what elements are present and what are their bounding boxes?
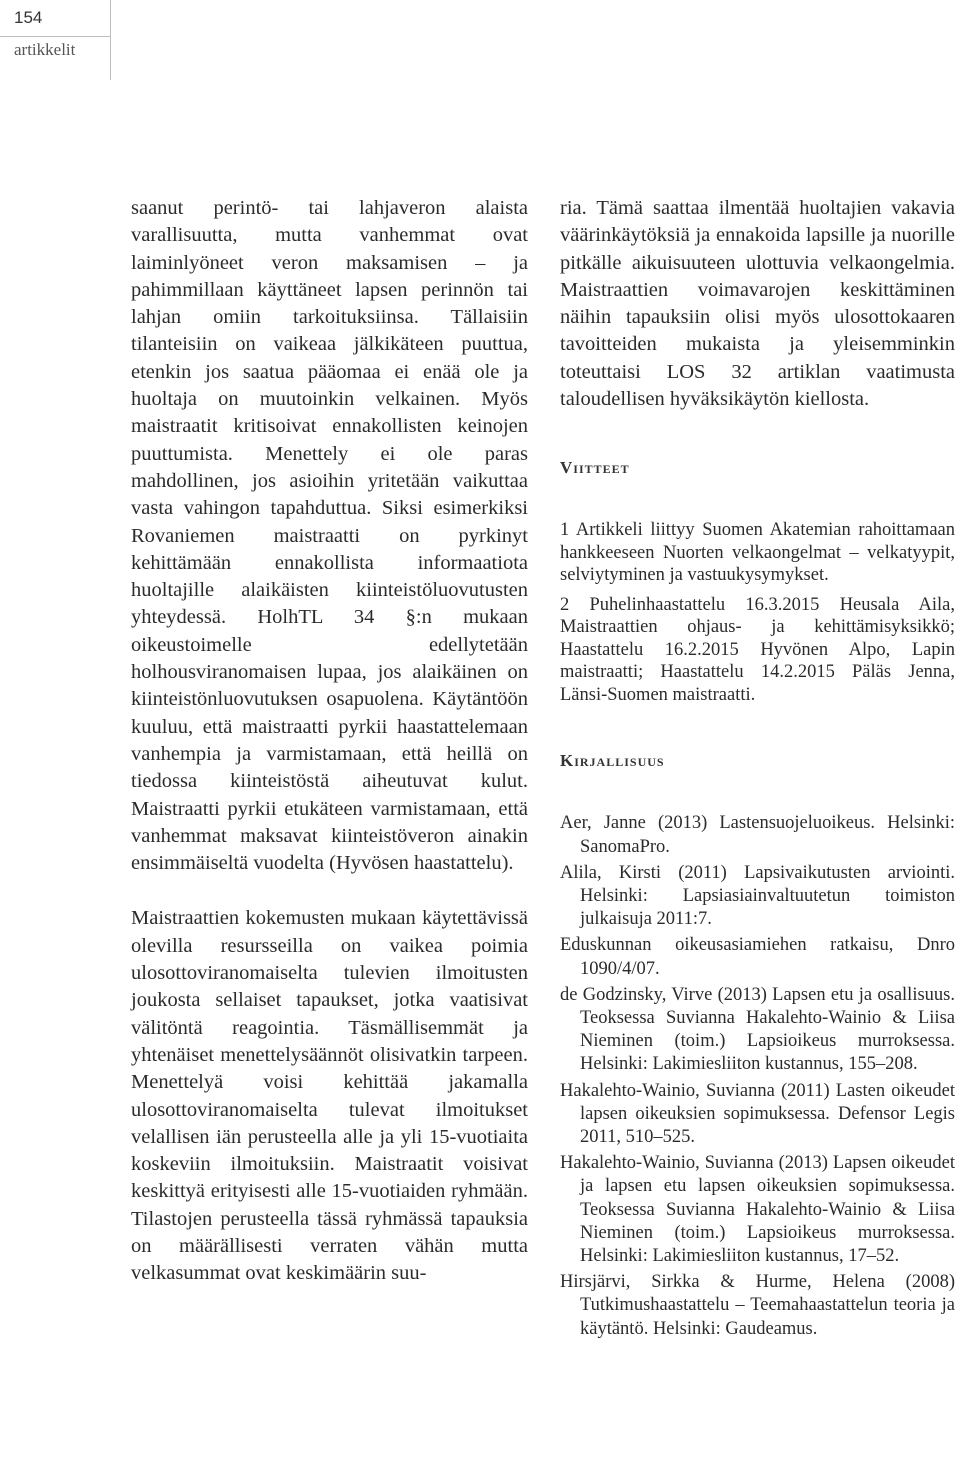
body-paragraph: saanut perintö- tai lahjaveron alaista varallisuutta, mutta vanhemmat ovat laiminlyöneet veron maksamisen – ja pahimmillaan käyttäneet lapsen perinnön tai lahjan omiin tarkoituksiinsa. Tällaisiin tilanteisiin on vaikeaa jälkikäteen puuttua, etenkin jos saatua pääomaa ei enää ole ja huoltaja on muutoinkin velkainen. Myös maistraatit kritisoivat ennakollisten keinojen puuttumista. Menettely ei ole paras mahdollinen, jos asioihin yritetään vaikuttaa vasta vahingon tapahduttua. Siksi esimerkiksi Rovaniemen maistraatti on pyrkinyt kehittämään ennakollista informaatiota huoltajille alaikäisten kiinteistöluovutusten yhteydessä. HolhTL 34 §:n mukaan oikeustoimelle edellytetään holhousviranomaisen lupaa, jos alaikäinen on kiinteistönluovutuksen osapuolena. Käytäntöön kuuluu, että maistraatti pyrkii haastattelemaan vanhempia ja varmistamaan, että heillä on tiedossa kiinteistöstä aiheutuvat kulut. Maistraatti pyrkii etukäteen varmistamaan, että vanhemmat maksavat kiinteistöveron ainakin ensimmäiseltä vuodelta (Hyvösen haastattelu). [131,197,528,875]
left-column [131,195,528,1288]
reference-item: Hirsjärvi, Sirkka & Hurme, Helena (2008) Tutkimushaastattelu – Teemahaastattelun teoria ja käytäntö. Helsinki: Gaudeamus. [560,1272,955,1339]
reference-item: de Godzinsky, Virve (2013) Lapsen etu ja osallisuus. Teoksessa Suvianna Hakalehto-Wainio & Liisa Nieminen (toim.) Lapsioikeus murroksessa. Helsinki: Lakimiesliiton kustannus, 155–208. [560,984,955,1075]
reference-item: Aer, Janne (2013) Lastensuojeluoikeus. Helsinki: SanomaPro. [560,813,955,857]
reference-item: Hakalehto-Wainio, Suvianna (2011) Lasten oikeudet lapsen oikeuksien sopimuksessa. Defensor Legis 2011, 510–525. [560,1080,955,1148]
header-block [0,0,111,80]
references-list [560,812,955,1340]
reference-item: Eduskunnan oikeusasiamiehen ratkaisu, Dnro 1090/4/07. [560,935,955,979]
right-column [560,195,955,1344]
references-heading: Kirjallisuus [560,751,665,771]
page-number: 154 [14,8,43,27]
header-rule [0,36,110,37]
body-paragraph: Maistraattien kokemusten mukaan käytettävissä olevilla resursseilla on vaikea poimia ulosottoviranomaiselta tulevien ilmoitusten joukosta sellaiset tapaukset, jotka vaatisivat välitöntä reagointia. Täsmällisemmät ja yhtenäiset menettelysäännöt olisivatkin tarpeen. Menettelyä voisi kehittää jakamalla ulosottoviranomaiselta tulevat ilmoitukset velallisen iän perusteella alle ja yli 15-vuotiaita koskeviin ilmoituksiin. Maistraatit voisivat keskittyä erityisesti alle 15-vuotiaiden ryhmään. Tilastojen perusteella tässä ryhmässä tapauksia on määrällisesti verraten vähän mutta velkasummat ovat keskimäärin suu- [131,907,528,1285]
note-item: 1 Artikkeli liittyy Suomen Akatemian rahoittamaan hankkeeseen Nuorten velkaongelmat – velkatyypit, selviytyminen ja vastuukysymykset. [560,520,955,586]
notes-heading: Viitteet [560,458,630,478]
reference-item: Hakalehto-Wainio, Suvianna (2013) Lapsen oikeudet ja lapsen etu lapsen oikeuksien sopimuksessa. Teoksessa Suvianna Hakalehto-Wainio & Liisa Nieminen (toim.) Lapsioikeus murroksessa. Helsinki: Lakimiesliiton kustannus, 17–52. [560,1153,955,1267]
note-item: 2 Puhelinhaastattelu 16.3.2015 Heusala Aila, Maistraattien ohjaus- ja kehittämisyksikkö; Haastattelu 16.2.2015 Hyvönen Alpo, Lapin maistraatti; Haastattelu 14.2.2015 Päläs Jenna, Länsi-Suomen maistraatti. [560,594,955,705]
reference-item: Alila, Kirsti (2011) Lapsivaikutusten arviointi. Helsinki: Lapsiasiainvaltuutetun toimiston julkaisuja 2011:7. [560,862,955,930]
running-head: artikkelit [14,40,76,59]
body-paragraph: ria. Tämä saattaa ilmentää huoltajien vakavia väärinkäytöksiä ja ennakoida lapsille ja nuorille pitkälle aikuisuuteen ulottuvia velkaongelmia. Maistraattien voimavarojen keskittäminen näihin tapauksiin olisi myös ulosottokaaren tavoitteiden mukaista ja yleisemminkin toteuttaisi LOS 32 artiklan vaatimusta taloudellisen hyväksikäytön kiellosta. [560,197,955,411]
notes-list [560,519,955,706]
